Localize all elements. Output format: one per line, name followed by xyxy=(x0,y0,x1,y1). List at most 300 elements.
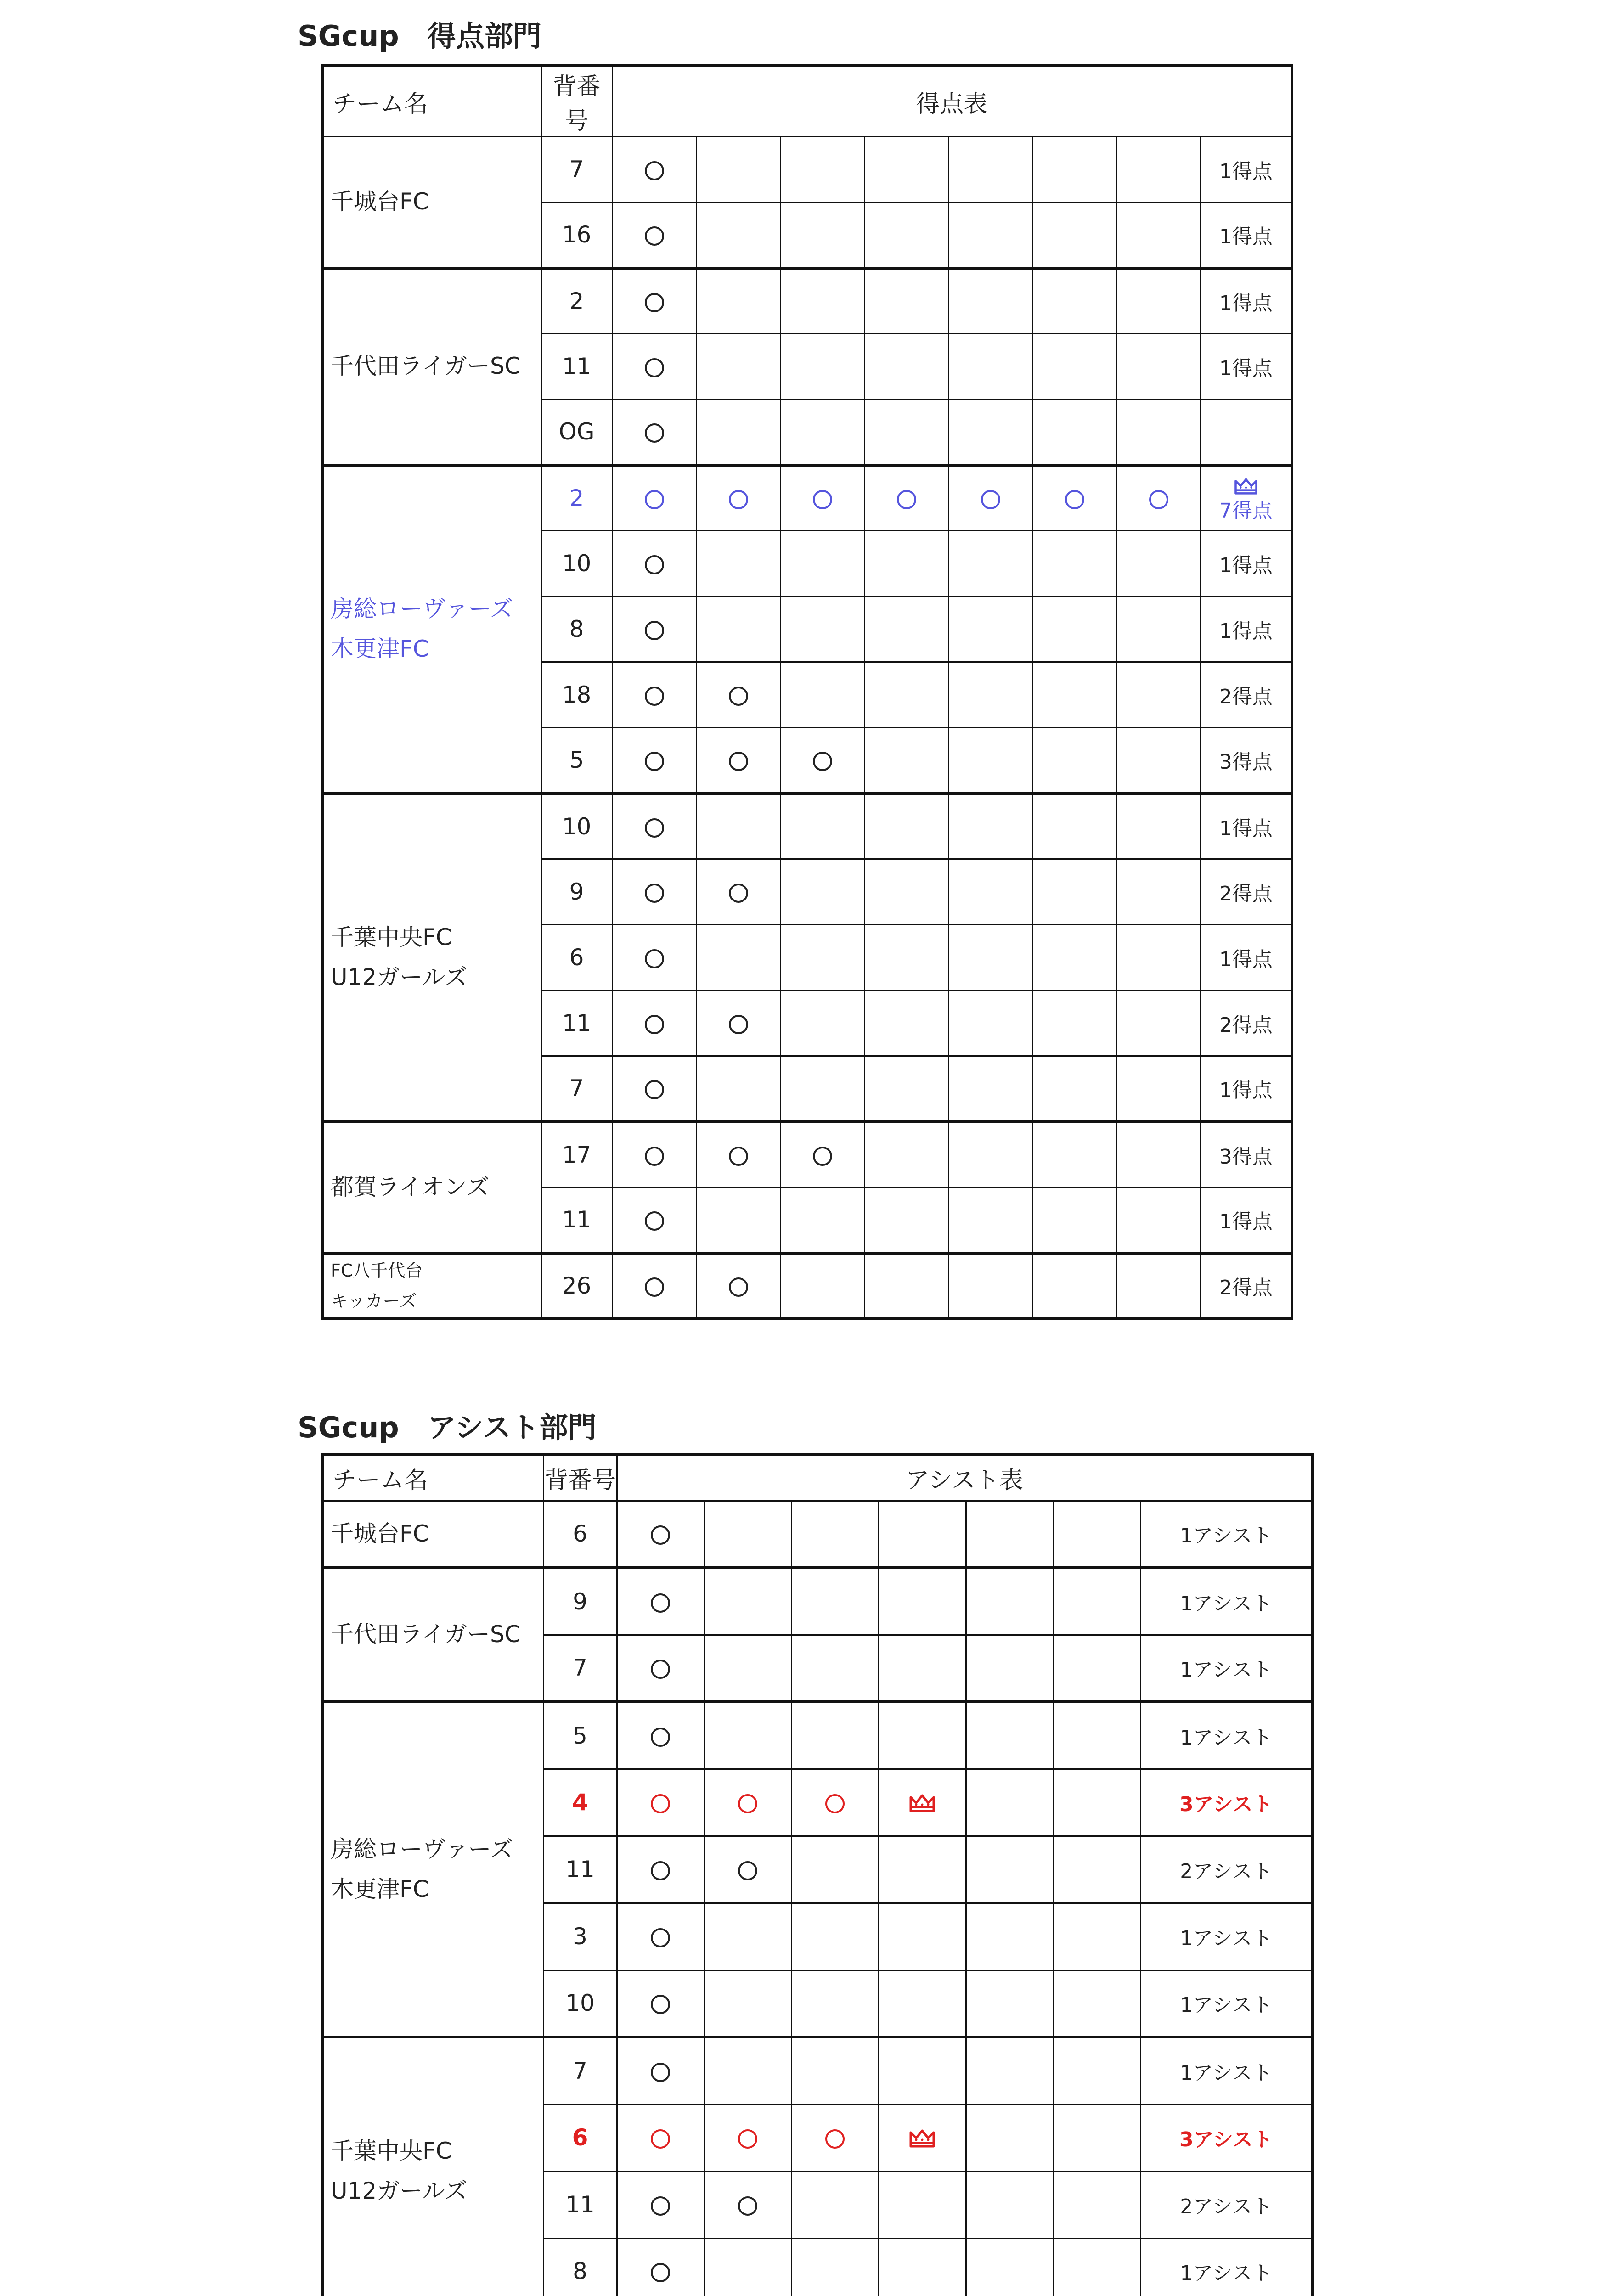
circle-mark-icon xyxy=(651,2196,670,2216)
player-number: 6 xyxy=(541,925,612,990)
mark-cell xyxy=(612,859,696,925)
mark-cell xyxy=(879,1702,966,1769)
mark-cell xyxy=(612,334,696,400)
total-with-crown xyxy=(1201,473,1291,523)
team-name-cell: 房総ローヴァーズ 木更津FC xyxy=(323,1702,543,2037)
mark-cell xyxy=(1053,1903,1140,1970)
mark-cell xyxy=(1032,1253,1116,1319)
mark-cell xyxy=(1116,925,1201,990)
circle-mark-icon xyxy=(645,358,664,377)
mark-cell xyxy=(696,1253,780,1319)
mark-cell xyxy=(879,1568,966,1635)
mark-cell xyxy=(612,728,696,793)
mark-cell xyxy=(948,531,1032,597)
mark-cell xyxy=(612,662,696,728)
mark-cell xyxy=(1053,1501,1140,1568)
mark-cell xyxy=(1032,268,1116,334)
mark-cell xyxy=(1032,334,1116,400)
table-row xyxy=(323,1702,1313,1769)
circle-mark-icon xyxy=(645,687,664,706)
total-cell: 2アシスト xyxy=(1140,2171,1313,2238)
circle-mark-icon xyxy=(645,1015,664,1034)
player-number: 7 xyxy=(541,137,612,203)
total-cell: 1得点 xyxy=(1201,1056,1292,1122)
mark-cell xyxy=(879,1501,966,1568)
player-number: 8 xyxy=(541,597,612,662)
team-name-cell: 千城台FC xyxy=(323,137,541,268)
mark-cell xyxy=(791,2037,879,2104)
mark-cell xyxy=(1116,1187,1201,1253)
mark-cell xyxy=(612,793,696,859)
mark-cell xyxy=(864,597,948,662)
mark-cell xyxy=(864,465,948,531)
mark-cell xyxy=(879,2171,966,2238)
player-number: 26 xyxy=(541,1253,612,1319)
team-name-cell: 千代田ライガーSC xyxy=(323,268,541,465)
mark-cell xyxy=(1032,793,1116,859)
circle-mark-icon xyxy=(813,1147,832,1166)
mark-cell xyxy=(948,465,1032,531)
mark-cell xyxy=(612,597,696,662)
mark-cell xyxy=(780,662,864,728)
mark-cell xyxy=(791,1970,879,2037)
total-cell: 1得点 xyxy=(1201,597,1292,662)
mark-cell xyxy=(1053,2238,1140,2296)
mark-cell xyxy=(780,465,864,531)
player-number: 10 xyxy=(543,1970,617,2037)
mark-cell xyxy=(612,990,696,1056)
mark-cell xyxy=(879,2238,966,2296)
mark-cell xyxy=(1053,1702,1140,1769)
mark-cell xyxy=(612,268,696,334)
mark-cell xyxy=(1116,334,1201,400)
mark-cell xyxy=(948,1056,1032,1122)
total-cell: 1得点 xyxy=(1201,268,1292,334)
total-cell: 1アシスト xyxy=(1140,1702,1313,1769)
player-number: 11 xyxy=(541,1187,612,1253)
mark-cell xyxy=(696,859,780,925)
player-number: 11 xyxy=(543,2171,617,2238)
mark-cell xyxy=(948,925,1032,990)
circle-mark-icon xyxy=(645,226,664,246)
scoring-title: SGcup 得点部門 xyxy=(298,19,541,53)
team-name-cell: 千葉中央FC U12ガールズ xyxy=(323,2037,543,2296)
total-cell: 2得点 xyxy=(1201,990,1292,1056)
table-row xyxy=(323,1501,1313,1568)
assist-body xyxy=(323,1455,1313,2296)
mark-cell xyxy=(704,2171,791,2238)
mark-cell xyxy=(1116,662,1201,728)
player-number: 17 xyxy=(541,1122,612,1187)
circle-mark-icon xyxy=(729,1277,748,1297)
mark-cell xyxy=(1116,728,1201,793)
mark-cell xyxy=(879,1635,966,1702)
mark-cell xyxy=(612,137,696,203)
mark-cell xyxy=(879,1970,966,2037)
circle-mark-icon xyxy=(738,1861,757,1880)
total-cell: 3得点 xyxy=(1201,1122,1292,1187)
scoring-body xyxy=(323,66,1292,1319)
total-cell: 1アシスト xyxy=(1140,1501,1313,1568)
mark-cell xyxy=(696,1187,780,1253)
mark-cell xyxy=(696,137,780,203)
mark-cell xyxy=(1116,1122,1201,1187)
mark-cell xyxy=(1116,1253,1201,1319)
mark-cell xyxy=(948,597,1032,662)
mark-cell xyxy=(879,1836,966,1903)
circle-mark-icon xyxy=(645,423,664,443)
mark-cell xyxy=(879,2037,966,2104)
mark-cell xyxy=(780,925,864,990)
mark-cell xyxy=(780,1253,864,1319)
mark-cell xyxy=(617,1501,704,1568)
mark-cell xyxy=(696,793,780,859)
mark-cell xyxy=(696,203,780,268)
mark-cell xyxy=(948,268,1032,334)
circle-mark-icon xyxy=(729,884,748,903)
player-number: 9 xyxy=(543,1568,617,1635)
mark-cell xyxy=(612,925,696,990)
circle-mark-icon xyxy=(645,818,664,838)
circle-mark-icon xyxy=(651,2129,670,2149)
mark-cell xyxy=(864,859,948,925)
circle-mark-icon xyxy=(645,949,664,968)
mark-cell xyxy=(780,400,864,465)
mark-cell xyxy=(1053,1769,1140,1836)
mark-cell xyxy=(704,1501,791,1568)
player-number: 11 xyxy=(541,990,612,1056)
total-cell: 1得点 xyxy=(1201,793,1292,859)
table-row xyxy=(323,137,1292,203)
total-cell: 1得点 xyxy=(1201,137,1292,203)
circle-mark-icon xyxy=(645,884,664,903)
mark-cell xyxy=(1032,597,1116,662)
mark-cell xyxy=(780,203,864,268)
mark-cell xyxy=(696,990,780,1056)
table-row xyxy=(323,2037,1313,2104)
mark-cell xyxy=(1032,1122,1116,1187)
player-number: 2 xyxy=(541,268,612,334)
team-header: チーム名 xyxy=(323,66,541,137)
mark-cell xyxy=(696,334,780,400)
mark-cell xyxy=(612,1122,696,1187)
mark-cell xyxy=(1032,137,1116,203)
player-number: 4 xyxy=(543,1769,617,1836)
assist-table xyxy=(321,1453,1314,2296)
player-number: 11 xyxy=(541,334,612,400)
mark-cell xyxy=(1116,400,1201,465)
circle-mark-icon xyxy=(651,1525,670,1545)
mark-cell xyxy=(791,1836,879,1903)
team-name-cell: 都賀ライオンズ xyxy=(323,1122,541,1253)
crown-icon xyxy=(908,2129,936,2149)
total-cell: 1アシスト xyxy=(1140,1970,1313,2037)
mark-cell xyxy=(864,990,948,1056)
mark-cell xyxy=(879,1769,966,1836)
mark-cell xyxy=(780,728,864,793)
table-row xyxy=(323,1122,1292,1187)
player-number: 11 xyxy=(543,1836,617,1903)
mark-cell xyxy=(864,137,948,203)
mark-cell xyxy=(612,465,696,531)
total-cell: 1アシスト xyxy=(1140,2037,1313,2104)
mark-cell xyxy=(1053,2037,1140,2104)
mark-cell xyxy=(704,1568,791,1635)
player-number: 7 xyxy=(541,1056,612,1122)
mark-cell xyxy=(1053,1836,1140,1903)
mark-cell xyxy=(948,793,1032,859)
mark-cell xyxy=(780,793,864,859)
mark-cell xyxy=(1032,531,1116,597)
mark-cell xyxy=(704,1769,791,1836)
mark-cell xyxy=(791,1501,879,1568)
circle-mark-icon xyxy=(651,1593,670,1613)
mark-cell xyxy=(1116,793,1201,859)
circle-mark-icon xyxy=(651,2063,670,2082)
mark-cell xyxy=(696,728,780,793)
team-name-cell: FC八千代台 キッカーズ xyxy=(323,1253,541,1319)
player-number: 10 xyxy=(541,531,612,597)
mark-cell xyxy=(612,1056,696,1122)
mark-cell xyxy=(1116,990,1201,1056)
total-cell: 2得点 xyxy=(1201,1253,1292,1319)
mark-cell xyxy=(612,203,696,268)
score-table-header: 得点表 xyxy=(612,66,1292,137)
mark-cell xyxy=(696,268,780,334)
mark-cell xyxy=(612,400,696,465)
mark-cell xyxy=(948,1187,1032,1253)
crown-icon xyxy=(1234,478,1258,496)
circle-mark-icon xyxy=(645,1147,664,1166)
total-cell: 1アシスト xyxy=(1140,1903,1313,1970)
mark-cell xyxy=(948,137,1032,203)
total-cell: 1得点 xyxy=(1201,203,1292,268)
team-name-cell: 千城台FC xyxy=(323,1501,543,1568)
mark-cell xyxy=(704,1903,791,1970)
mark-cell xyxy=(948,990,1032,1056)
total-cell: 2得点 xyxy=(1201,662,1292,728)
assist-title: SGcup アシスト部門 xyxy=(298,1411,597,1444)
mark-cell xyxy=(780,859,864,925)
mark-cell xyxy=(780,1122,864,1187)
mark-cell xyxy=(948,1122,1032,1187)
total-value: 7得点 xyxy=(1219,499,1273,523)
crown-icon xyxy=(908,1794,936,1814)
total-cell: 2得点 xyxy=(1201,859,1292,925)
team-header: チーム名 xyxy=(323,1455,543,1501)
player-number: OG xyxy=(541,400,612,465)
mark-cell xyxy=(780,1187,864,1253)
assist-table-header: アシスト表 xyxy=(617,1455,1313,1501)
mark-cell xyxy=(966,2171,1053,2238)
mark-cell xyxy=(1053,2104,1140,2171)
circle-mark-icon xyxy=(651,2263,670,2282)
mark-cell xyxy=(864,662,948,728)
mark-cell xyxy=(1032,728,1116,793)
mark-cell xyxy=(864,1122,948,1187)
mark-cell xyxy=(617,1568,704,1635)
circle-mark-icon xyxy=(645,1211,664,1231)
mark-cell xyxy=(704,2104,791,2171)
mark-cell xyxy=(704,1970,791,2037)
mark-cell xyxy=(791,1769,879,1836)
circle-mark-icon xyxy=(729,1147,748,1166)
total-cell: 1得点 xyxy=(1201,925,1292,990)
mark-cell xyxy=(791,2238,879,2296)
player-number: 5 xyxy=(543,1702,617,1769)
circle-mark-icon xyxy=(729,490,748,509)
mark-cell xyxy=(617,1903,704,1970)
circle-mark-icon xyxy=(897,490,916,509)
circle-mark-icon xyxy=(825,2129,845,2149)
total-cell: 1得点 xyxy=(1201,1187,1292,1253)
circle-mark-icon xyxy=(651,1794,670,1813)
mark-cell xyxy=(1116,597,1201,662)
mark-cell xyxy=(966,2037,1053,2104)
mark-cell xyxy=(966,1836,1053,1903)
circle-mark-icon xyxy=(651,1995,670,2014)
mark-cell xyxy=(791,1702,879,1769)
mark-cell xyxy=(948,728,1032,793)
mark-cell xyxy=(1032,400,1116,465)
mark-cell xyxy=(696,597,780,662)
table-row xyxy=(323,793,1292,859)
mark-cell xyxy=(791,2104,879,2171)
mark-cell xyxy=(1116,1056,1201,1122)
mark-cell xyxy=(1053,2171,1140,2238)
mark-cell xyxy=(1032,1056,1116,1122)
mark-cell xyxy=(617,2238,704,2296)
mark-cell xyxy=(1032,1187,1116,1253)
circle-mark-icon xyxy=(1065,490,1084,509)
mark-cell xyxy=(966,2238,1053,2296)
mark-cell xyxy=(1116,137,1201,203)
number-header: 背番号 xyxy=(541,66,612,137)
circle-mark-icon xyxy=(729,687,748,706)
total-cell: 3アシスト xyxy=(1140,1769,1313,1836)
number-header: 背番号 xyxy=(543,1455,617,1501)
player-number: 5 xyxy=(541,728,612,793)
team-name-cell: 房総ローヴァーズ 木更津FC xyxy=(323,465,541,793)
circle-mark-icon xyxy=(645,555,664,574)
mark-cell xyxy=(966,2104,1053,2171)
mark-cell xyxy=(780,334,864,400)
player-number: 6 xyxy=(543,2104,617,2171)
table-row xyxy=(323,268,1292,334)
mark-cell xyxy=(704,1702,791,1769)
circle-mark-icon xyxy=(645,752,664,771)
mark-cell xyxy=(1053,1970,1140,2037)
player-number: 16 xyxy=(541,203,612,268)
circle-mark-icon xyxy=(645,293,664,312)
team-name-cell: 千代田ライガーSC xyxy=(323,1568,543,1702)
mark-cell xyxy=(864,400,948,465)
mark-cell xyxy=(864,531,948,597)
mark-cell xyxy=(780,531,864,597)
mark-cell xyxy=(612,1187,696,1253)
circle-mark-icon xyxy=(645,490,664,509)
mark-cell xyxy=(1032,925,1116,990)
total-cell: 1得点 xyxy=(1201,334,1292,400)
mark-cell xyxy=(612,1253,696,1319)
mark-cell xyxy=(966,1501,1053,1568)
mark-cell xyxy=(704,2238,791,2296)
mark-cell xyxy=(1032,465,1116,531)
mark-cell xyxy=(617,1769,704,1836)
mark-cell xyxy=(864,1056,948,1122)
circle-mark-icon xyxy=(651,1728,670,1747)
mark-cell xyxy=(791,1903,879,1970)
total-cell: 3得点 xyxy=(1201,728,1292,793)
circle-mark-icon xyxy=(738,2129,757,2149)
mark-cell xyxy=(948,1253,1032,1319)
mark-cell xyxy=(704,1635,791,1702)
mark-cell xyxy=(864,334,948,400)
mark-cell xyxy=(617,1970,704,2037)
mark-cell xyxy=(780,268,864,334)
circle-mark-icon xyxy=(645,1080,664,1099)
player-number: 18 xyxy=(541,662,612,728)
mark-cell xyxy=(612,531,696,597)
player-number: 9 xyxy=(541,859,612,925)
total-cell: 1アシスト xyxy=(1140,1568,1313,1635)
mark-cell xyxy=(1032,662,1116,728)
mark-cell xyxy=(617,1635,704,1702)
table-row xyxy=(323,1253,1292,1319)
mark-cell xyxy=(696,531,780,597)
total-cell: 2アシスト xyxy=(1140,1836,1313,1903)
player-number: 8 xyxy=(543,2238,617,2296)
mark-cell xyxy=(704,1836,791,1903)
circle-mark-icon xyxy=(738,1794,757,1813)
mark-cell xyxy=(948,662,1032,728)
circle-mark-icon xyxy=(651,1928,670,1947)
mark-cell xyxy=(780,597,864,662)
mark-cell xyxy=(791,1635,879,1702)
player-number: 2 xyxy=(541,465,612,531)
mark-cell xyxy=(864,793,948,859)
mark-cell xyxy=(1053,1635,1140,1702)
table-row xyxy=(323,1568,1313,1635)
mark-cell xyxy=(791,2171,879,2238)
circle-mark-icon xyxy=(729,752,748,771)
circle-mark-icon xyxy=(738,2196,757,2216)
total-cell: 1得点 xyxy=(1201,531,1292,597)
mark-cell xyxy=(696,400,780,465)
mark-cell xyxy=(704,2037,791,2104)
mark-cell xyxy=(864,925,948,990)
circle-mark-icon xyxy=(651,1861,670,1880)
total-cell xyxy=(1201,400,1292,465)
player-number: 7 xyxy=(543,2037,617,2104)
mark-cell xyxy=(780,1056,864,1122)
scoring-table xyxy=(321,64,1293,1320)
mark-cell xyxy=(1116,531,1201,597)
circle-mark-icon xyxy=(813,752,832,771)
mark-cell xyxy=(696,1056,780,1122)
team-name-cell: 千葉中央FC U12ガールズ xyxy=(323,793,541,1122)
mark-cell xyxy=(696,465,780,531)
mark-cell xyxy=(791,1568,879,1635)
mark-cell xyxy=(1053,1568,1140,1635)
player-number: 10 xyxy=(541,793,612,859)
mark-cell xyxy=(1116,268,1201,334)
table-row xyxy=(323,465,1292,531)
mark-cell xyxy=(879,1903,966,1970)
circle-mark-icon xyxy=(981,490,1000,509)
mark-cell xyxy=(617,2037,704,2104)
mark-cell xyxy=(879,2104,966,2171)
